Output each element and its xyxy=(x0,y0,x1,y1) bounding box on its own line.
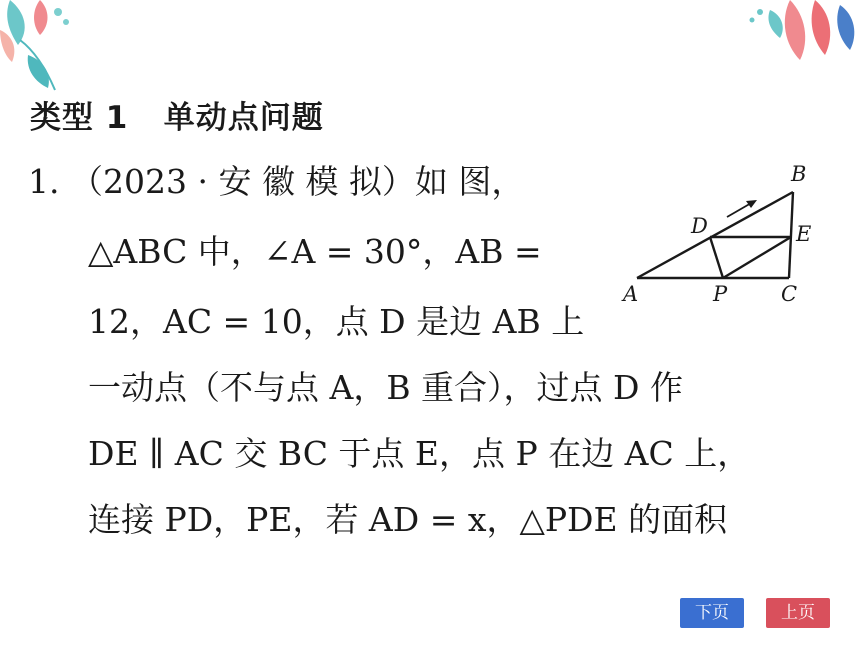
problem-line-3: 12，AC = 10，点 D 是边 AB 上 xyxy=(88,302,585,341)
problem-line-1 xyxy=(28,162,524,202)
problem-line-4: 一动点（不与点 A，B 重合），过点 D 作 xyxy=(88,368,683,407)
floral-decoration-top-left xyxy=(0,0,90,95)
segment-ab xyxy=(637,192,793,278)
segment-pd xyxy=(710,237,723,278)
triangle-figure xyxy=(615,155,830,310)
next-page-button[interactable]: 下页 xyxy=(680,598,744,628)
label-b: B xyxy=(791,162,807,186)
section-title: 单动点问题 xyxy=(163,100,324,136)
label-e: E xyxy=(796,222,812,246)
label-p: P xyxy=(713,282,728,306)
label-a: A xyxy=(623,282,639,306)
segment-bc xyxy=(789,192,793,278)
problem-line-2: △ABC 中，∠A = 30°，AB = xyxy=(88,232,542,271)
previous-page-button[interactable]: 上页 xyxy=(766,598,830,628)
problem-number: 1. xyxy=(28,162,60,201)
type-label: 类型 1 xyxy=(30,100,129,136)
label-d: D xyxy=(691,214,708,238)
problem-line-6: 连接 PD，PE，若 AD = x，△PDE 的面积 xyxy=(88,500,728,539)
segment-pe xyxy=(723,237,791,278)
arrow-head-icon xyxy=(746,200,757,208)
section-heading xyxy=(30,92,324,137)
problem-source: （2023 · 安 徽 模 拟）如 图， xyxy=(70,162,525,201)
label-c: C xyxy=(781,282,798,306)
problem-line-5: DE ∥ AC 交 BC 于点 E，点 P 在边 AC 上， xyxy=(88,434,751,473)
floral-decoration-top-right xyxy=(730,0,860,70)
